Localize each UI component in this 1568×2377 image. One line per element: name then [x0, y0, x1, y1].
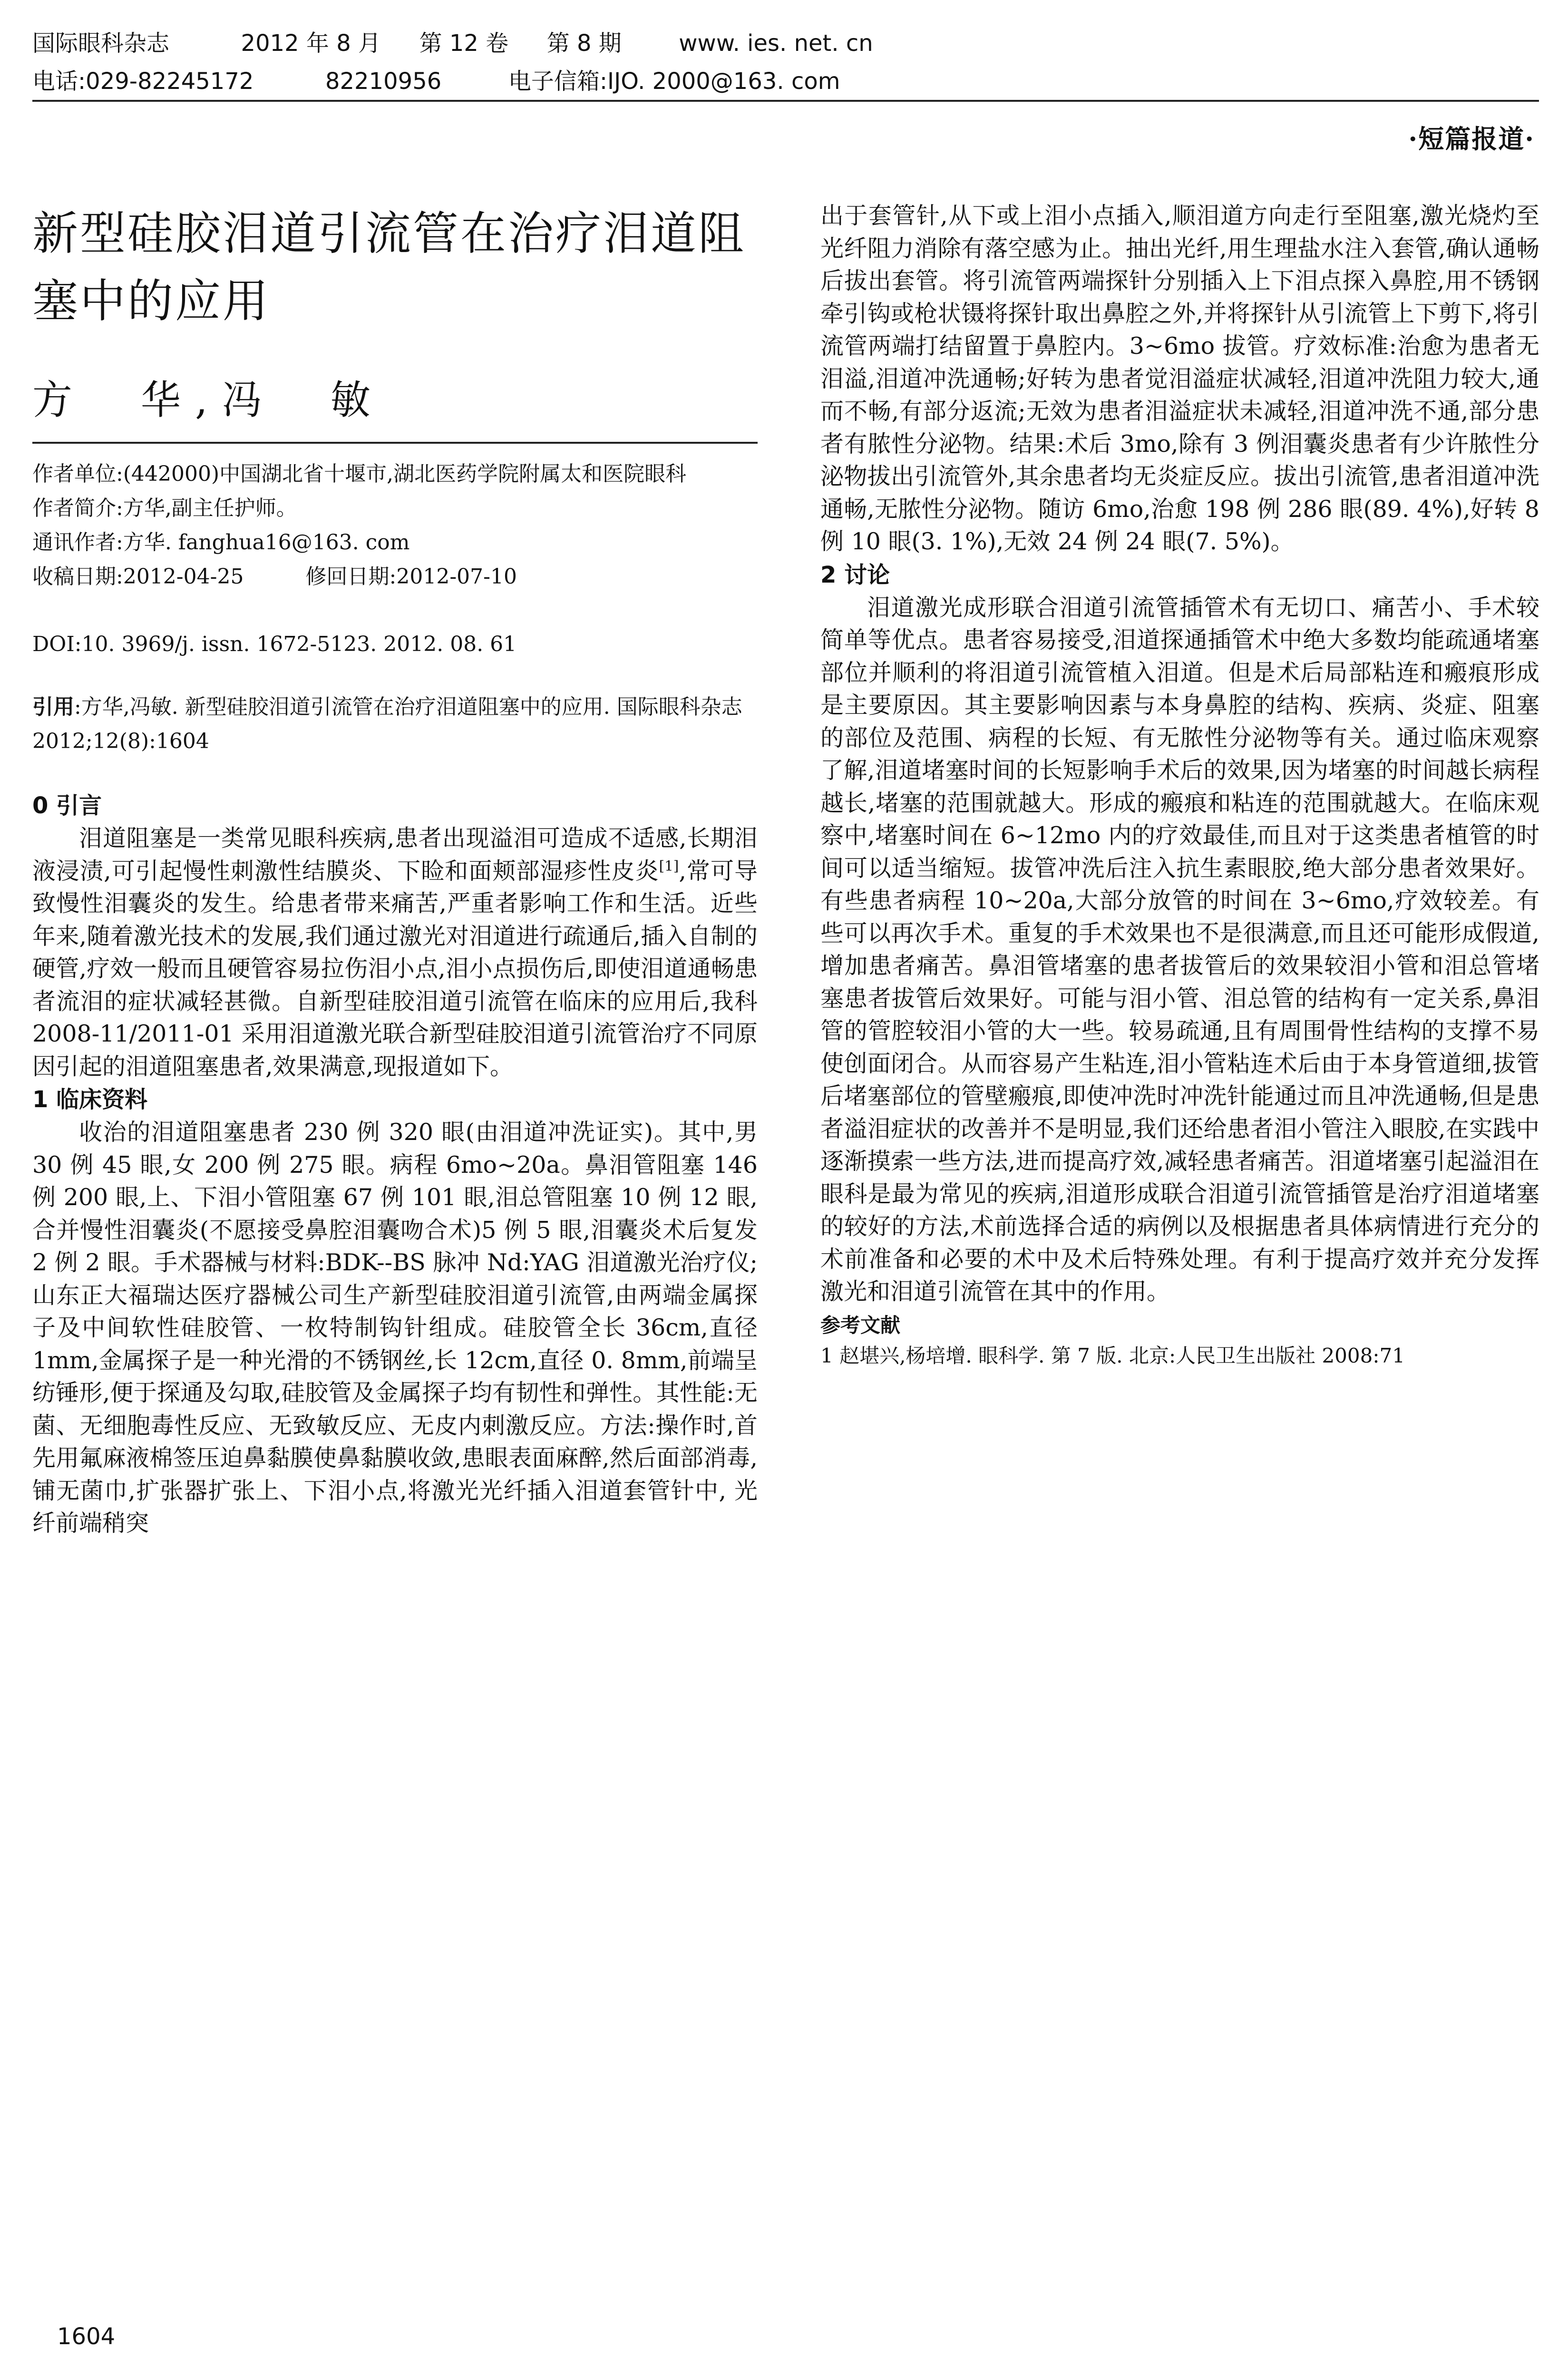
intro-paragraph: [32, 822, 758, 1083]
citation-label: 引用: [32, 695, 74, 719]
references-heading: 参考文献: [820, 1313, 901, 1337]
running-header-line1: [32, 25, 873, 58]
manuscript-dates: [32, 560, 758, 594]
page-number: 1604: [57, 2323, 116, 2350]
received-date: 收稿日期:2012-04-25: [32, 565, 244, 589]
journal-phone: 电话:029-82245172: [32, 68, 254, 95]
citation-text: :方华,冯敏. 新型硅胶泪道引流管在治疗泪道阻塞中的应用. 国际眼科杂志 2012;12(8):1604: [32, 695, 742, 753]
journal-email: 电子信箱:IJO. 2000@163. com: [508, 68, 840, 95]
right-column: [820, 200, 1539, 1371]
section-heading-introduction: 0 引言: [32, 792, 102, 819]
doi: DOI:10. 3969/j. issn. 1672-5123. 2012. 08. 61: [32, 632, 517, 656]
article-title: 新型硅胶泪道引流管在治疗泪道阻塞中的应用: [32, 207, 746, 328]
author-bio: 作者简介:方华,副主任护师。: [32, 496, 297, 520]
intro-text-a: 泪道阻塞是一类常见眼科疾病,患者出现溢泪可造成不适感,长期泪液浸渍,可引起慢性刺激性结膜炎、下睑和面颊部湿疹性皮炎: [32, 825, 758, 885]
section-heading-discussion: 2 讨论: [820, 561, 890, 588]
clinical-paragraph: 收治的泪道阻塞患者 230 例 320 眼(由泪道冲洗证实)。其中,男 30 例 45 眼,女 200 例 275 眼。病程 6mo~20a。鼻泪管阻塞 146 例 200 眼,上、下泪小管阻塞 67 例 101 眼,泪总管阻塞 10 例 12 眼,合并慢性泪囊炎(不愿接受鼻腔泪囊吻合术)5 例 5 眼,泪囊炎术后复发 2 例 2 眼。手术器械与材料:BDK--BS 脉冲 Nd:YAG 泪道激光治疗仪;山东正大福瑞达医疗器械公司生产新型硅胶泪道引流管,由两端金属探子及中间软性硅胶管、一枚特制钩针组成。硅胶管全长 36cm,直径 1mm,金属探子是一种光滑的不锈钢丝,长 12cm,直径 0. 8mm,前端呈纺锤形,便于探通及勾取,硅胶管及金属探子均有韧性和弹性。其性能:无菌、无细胞毒性反应、无致敏反应、无皮内刺激反应。方法:操作时,首先用氟麻液棉签压迫鼻黏膜使鼻黏膜收敛,患眼表面麻醉,然后面部消毒,铺无菌巾,扩张器扩张上、下泪小点,将激光光纤插入泪道套管针中, 光纤前端稍突: [32, 1119, 758, 1537]
discussion-paragraph: 泪道激光成形联合泪道引流管插管术有无切口、痛苦小、手术较简单等优点。患者容易接受,泪道探通插管术中绝大多数均能疏通堵塞部位并顺利的将泪道引流管植入泪道。但是术后局部粘连和瘢痕形成是主要原因。其主要影响因素与本身鼻腔的结构、疾病、炎症、阻塞的部位及范围、病程的长短、有无脓性分泌物等有关。通过临床观察了解,泪道堵塞时间的长短影响手术后的效果,因为堵塞的时间越长病程越长,堵塞的范围就越大。形成的瘢痕和粘连的范围就越大。在临床观察中,堵塞时间在 6~12mo 内的疗效最佳,而且对于这类患者植管的时间可以适当缩短。拔管冲洗后注入抗生素眼胶,绝大部分患者效果好。有些患者病程 10~20a,大部分放管的时间在 3~6mo,疗效较差。有些可以再次手术。重复的手术效果也不是很满意,而且还可能形成假道,增加患者痛苦。鼻泪管堵塞的患者拔管后的效果较泪小管和泪总管堵塞患者拔管后效果好。可能与泪小管、泪总管的结构有一定关系,鼻泪管的管腔较泪小管的大一些。较易疏通,且有周围骨性结构的支撑不易使创面闭合。从而容易产生粘连,泪小管粘连术后由于本身管道细,拔管后堵塞部位的管壁瘢痕,即使冲洗时冲洗针能通过而且冲洗通畅,但是患者溢泪症状的改善并不是明显,我们还给患者泪小管注入眼胶,在实践中逐渐摸索一些方法,进而提高疗效,减轻患者痛苦。泪道堵塞引起溢泪在眼科是最为常见的疾病,泪道形成联合泪道引流管插管是治疗泪道堵塞的较好的方法,术前选择合适的病例以及根据患者具体病情进行充分的术前准备和必要的术中及术后特殊处理。有利于提高疗效并充分发挥激光和泪道引流管在其中的作用。: [820, 594, 1539, 1305]
section-heading-clinical: 1 临床资料: [32, 1086, 148, 1113]
issue: 第 8 期: [546, 30, 622, 57]
volume: 第 12 卷: [419, 30, 509, 57]
journal-phone-2: 82210956: [325, 68, 442, 95]
corresponding-author: 通讯作者:方华. fanghua16@163. com: [32, 530, 410, 555]
intro-text-b: ,常可导致慢性泪囊炎的发生。给患者带来痛苦,严重者影响工作和生活。近些年来,随着激光技术的发展,我们通过激光对泪道进行疏通后,插入自制的硬管,疗效一般而且硬管容易拉伤泪小点,泪小点损伤后,即使泪道通畅患者流泪的症状减轻甚微。自新型硅胶泪道引流管在临床的应用后,我科 2008-11/2011-01 采用泪道激光联合新型硅胶泪道引流管治疗不同原因引起的泪道阻塞患者,效果满意,现报道如下。: [32, 857, 758, 1080]
author-affiliation: 作者单位:(442000)中国湖北省十堰市,湖北医药学院附属太和医院眼科: [32, 462, 687, 486]
citation: [32, 690, 758, 759]
revised-date: 修回日期:2012-07-10: [305, 565, 517, 589]
author-rule: [32, 442, 758, 444]
article-authors: 方 华,冯 敏: [32, 377, 385, 423]
issue-date: 2012 年 8 月: [241, 30, 381, 57]
clinical-paragraph-continued: 出于套管针,从下或上泪小点插入,顺泪道方向走行至阻塞,激光烧灼至光纤阻力消除有落空感为止。抽出光纤,用生理盐水注入套管,确认通畅后拔出套管。将引流管两端探针分别插入上下泪点探入鼻腔,用不锈钢牵引钩或枪状镊将探针取出鼻腔之外,并将探针从引流管上下剪下,将引流管两端打结留置于鼻腔内。3~6mo 拔管。疗效标准:治愈为患者无泪溢,泪道冲洗通畅;好转为患者觉泪溢症状减轻,泪道冲洗阻力较大,通而不畅,有部分返流;无效为患者泪溢症状未减轻,泪道冲洗不通,部分患者有脓性分泌物。结果:术后 3mo,除有 3 例泪囊炎患者有少许脓性分泌物拔出引流管外,其余患者均无炎症反应。拔出引流管,患者泪道冲洗通畅,无脓性分泌物。随访 6mo,治愈 198 例 286 眼(89. 4%),好转 8 例 10 眼(3. 1%),无效 24 例 24 眼(7. 5%)。: [820, 202, 1539, 555]
journal-name: 国际眼科杂志: [32, 30, 170, 57]
reference-item: 1 赵堪兴,杨培增. 眼科学. 第 7 版. 北京:人民卫生出版社 2008:71: [820, 1344, 1405, 1367]
running-header-line2: [32, 63, 840, 96]
journal-website: www. ies. net. cn: [679, 30, 873, 57]
citation-ref-1: [1]: [659, 857, 679, 874]
section-tag: ·短篇报道·: [1408, 124, 1535, 154]
left-column: [32, 200, 758, 1540]
header-rule: [32, 100, 1539, 102]
